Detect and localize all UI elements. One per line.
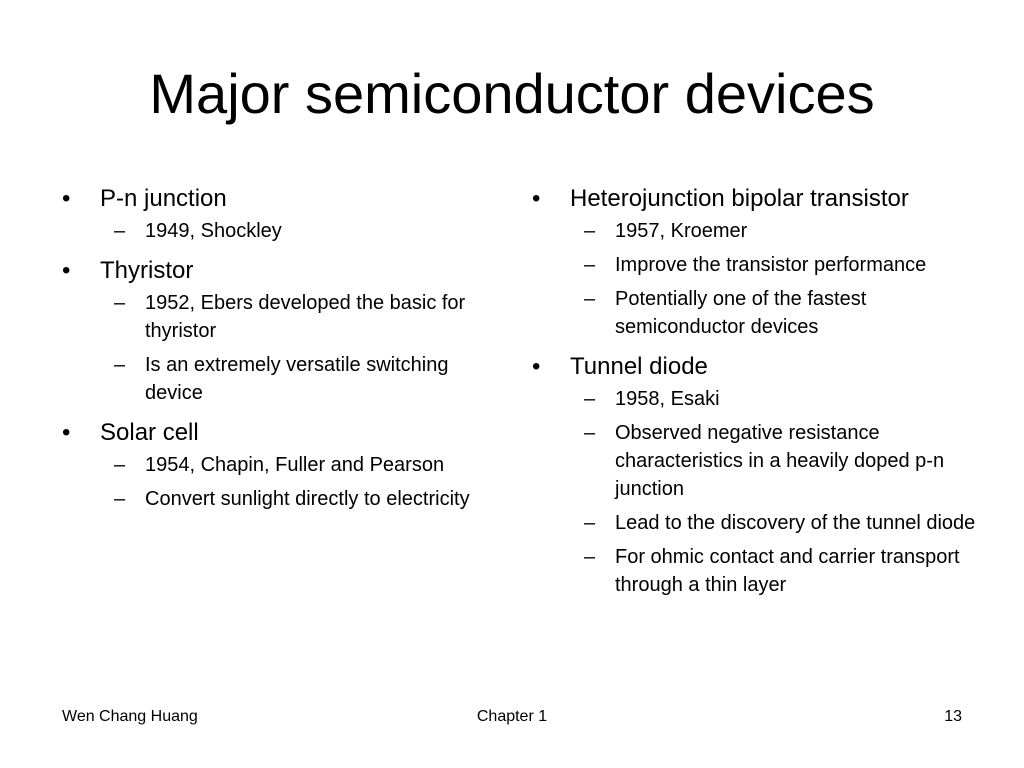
sub-bullet-text: 1954, Chapin, Fuller and Pearson	[145, 454, 445, 476]
bullet-label: Solar cell	[100, 419, 199, 446]
sub-bullet-item	[570, 217, 996, 245]
sub-bullet-text: Is an extremely versatile switching device	[145, 354, 449, 404]
bullet-marker: •	[532, 353, 541, 380]
footer-author: Wen Chang Huang	[62, 708, 198, 725]
sub-bullet-marker: –	[584, 388, 596, 410]
sub-bullet-item	[100, 485, 476, 513]
bullet-marker: •	[62, 185, 71, 212]
sub-bullet-list	[100, 451, 476, 513]
bullet-marker: •	[62, 419, 71, 446]
sub-bullet-marker: –	[584, 288, 596, 310]
sub-bullet-text: Observed negative resistance characteristics in a heavily doped p-n junction	[615, 422, 945, 500]
sub-bullet-item	[570, 543, 996, 599]
sub-bullet-item	[100, 351, 476, 407]
bullet-item-hbt	[526, 183, 996, 341]
bullet-marker: •	[62, 257, 71, 284]
sub-bullet-marker: –	[584, 512, 596, 534]
sub-bullet-marker: –	[114, 220, 126, 242]
sub-bullet-marker: –	[584, 254, 596, 276]
sub-bullet-item	[570, 285, 996, 341]
sub-bullet-marker: –	[114, 488, 126, 510]
sub-bullet-marker: –	[114, 354, 126, 376]
bullet-label: Thyristor	[100, 257, 194, 284]
sub-bullet-text: For ohmic contact and carrier transport through a thin layer	[615, 546, 960, 596]
sub-bullet-text: 1949, Shockley	[145, 220, 282, 242]
bullet-label: Tunnel diode	[570, 353, 708, 380]
sub-bullet-item	[100, 289, 476, 345]
right-column	[526, 183, 996, 609]
sub-bullet-text: Potentially one of the fastest semiconductor devices	[615, 288, 867, 338]
bullet-marker: •	[532, 185, 541, 212]
sub-bullet-text: Lead to the discovery of the tunnel diode	[615, 512, 976, 534]
left-column	[56, 183, 476, 523]
left-bullet-list	[56, 183, 476, 513]
sub-bullet-item	[570, 385, 996, 413]
sub-bullet-text: 1952, Ebers developed the basic for thyristor	[145, 292, 466, 342]
footer-chapter: Chapter 1	[476, 708, 548, 725]
sub-bullet-marker: –	[584, 422, 596, 444]
bullet-item-thyristor	[56, 255, 476, 407]
footer-page-number: 13	[944, 708, 962, 725]
sub-bullet-text: Convert sunlight directly to electricity	[145, 488, 470, 510]
sub-bullet-item	[570, 419, 996, 503]
bullet-label: Heterojunction bipolar transistor	[570, 185, 909, 212]
sub-bullet-text: 1958, Esaki	[615, 388, 720, 410]
sub-bullet-item	[100, 217, 476, 245]
sub-bullet-item	[570, 509, 996, 537]
sub-bullet-list	[570, 217, 996, 341]
sub-bullet-text: Improve the transistor performance	[615, 254, 927, 276]
sub-bullet-marker: –	[114, 292, 126, 314]
sub-bullet-text: 1957, Kroemer	[615, 220, 748, 242]
bullet-label: P-n junction	[100, 185, 227, 212]
sub-bullet-item	[570, 251, 996, 279]
sub-bullet-list	[100, 289, 476, 407]
sub-bullet-item	[100, 451, 476, 479]
bullet-item-tunnel-diode	[526, 351, 996, 599]
slide-title: Major semiconductor devices	[149, 62, 875, 125]
right-bullet-list	[526, 183, 996, 599]
sub-bullet-marker: –	[114, 454, 126, 476]
sub-bullet-list	[100, 217, 476, 245]
bullet-item-pn-junction	[56, 183, 476, 245]
sub-bullet-list	[570, 385, 996, 599]
sub-bullet-marker: –	[584, 220, 596, 242]
sub-bullet-marker: –	[584, 546, 596, 568]
bullet-item-solar-cell	[56, 417, 476, 513]
